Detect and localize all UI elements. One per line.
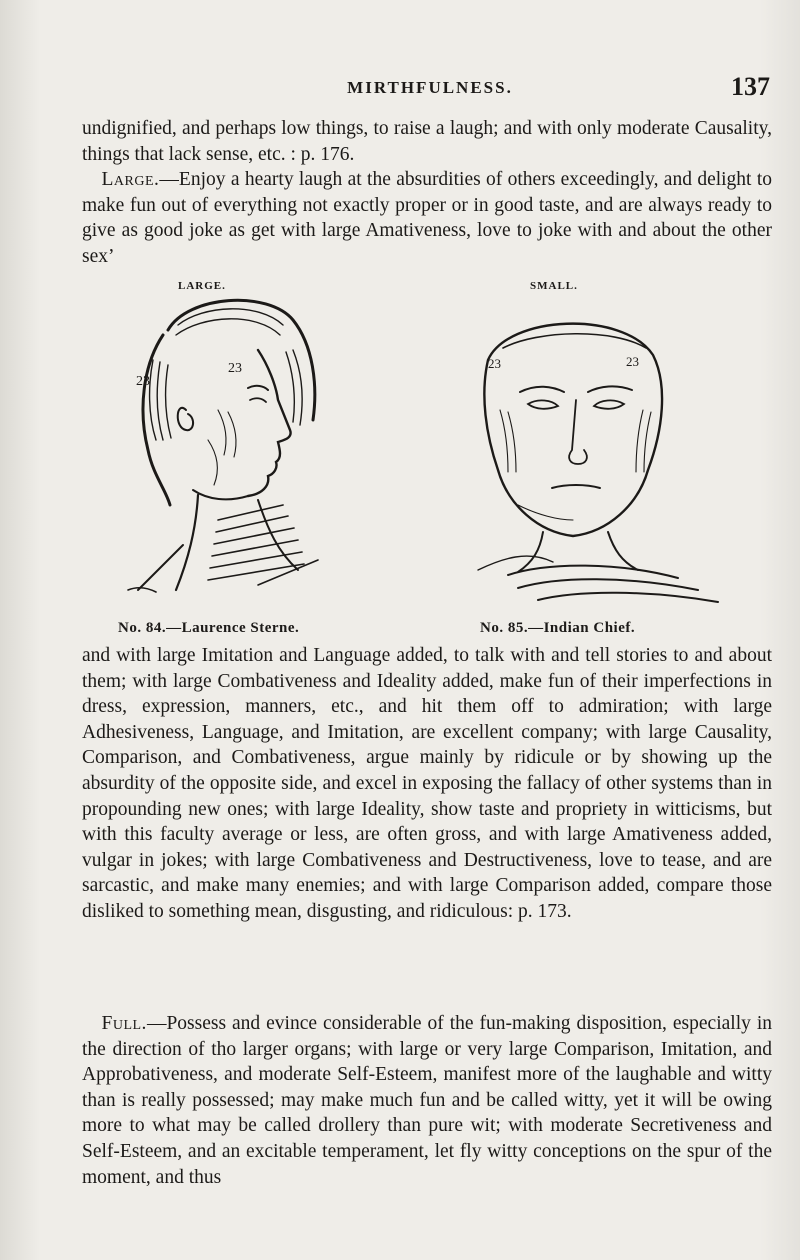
paragraph-continued-text: and with large Imitation and Language added, to talk with and tell stories to and about them; with large Combativeness and Ideality added, make fun of their imperfections in dress, expression, manners, etc., and hit them off to admiration; with large Adhesiveness, Language, and Imitation, are excellent company; with large Causality, Comparison, and Combativeness, argue mainly by ridicule or by showing up the absurdity of the opposite side, and excel in exposing the fallacy of other systems than in propounding new ones; with large Ideality, show taste and propriety in witticisms, but with this faculty average or less, are often gross, and with large Amativeness added, vulgar in jokes; with large Combativeness and Destructiveness, love to tease, and are sarcastic, and make many enemies; and with large Comparison added, compare those disliked to something mean, disgusting, and ridiculous: p. 173.: [82, 645, 772, 922]
figure-label-large: LARGE.: [178, 280, 226, 292]
engraving-laurence-sterne: [108, 290, 338, 610]
paragraph-full: [82, 1011, 772, 1190]
caption-figure-84: No. 84.—Laurence Sterne.: [118, 620, 300, 636]
large-heading: Large.: [101, 169, 160, 191]
organ-mark-right-2: 23: [626, 354, 639, 369]
organ-mark-left-1: 23: [136, 374, 150, 389]
organ-mark-right-1: 23: [488, 356, 501, 371]
running-head: MIRTHFULNESS.: [347, 78, 513, 97]
page-header: [90, 72, 770, 108]
figure-label-small: SMALL.: [530, 280, 578, 292]
paragraph-continued: [82, 643, 772, 925]
paragraph-intro: [82, 116, 772, 270]
large-text: —Enjoy a hearty laugh at the absurdities of others exceedingly, and delight to make fun out of everything not exactly proper or in good taste, and are always ready to give as good joke as get with large Amativeness, love to joke with and about the other sex’: [82, 169, 772, 267]
full-text: —Possess and evince considerable of the fun-making disposition, especially in the direction of tho larger organs; with large or very large Comparison, Imitation, and Approbativeness, and moderate Self-Esteem, manifest more of the laughable and witty than is really possessed; may make much fun and be called witty, yet it will be owing more to what may be called drollery than pure wit; with moderate Secretiveness and Self-Esteem, and an excitable temperament, let fly witty conceptions on the spur of the moment, and thus: [82, 1013, 772, 1188]
full-heading: Full.: [101, 1013, 147, 1034]
engraving-indian-chief: [448, 300, 726, 610]
page-number: 137: [731, 72, 770, 101]
caption-figure-85: No. 85.—Indian Chief.: [480, 620, 636, 636]
paragraph-intro-text: undignified, and perhaps low things, to raise a laugh; and with only moderate Causality, things that lack sense, etc. : p. 176.: [82, 118, 772, 165]
organ-mark-left-2: 23: [228, 361, 242, 376]
